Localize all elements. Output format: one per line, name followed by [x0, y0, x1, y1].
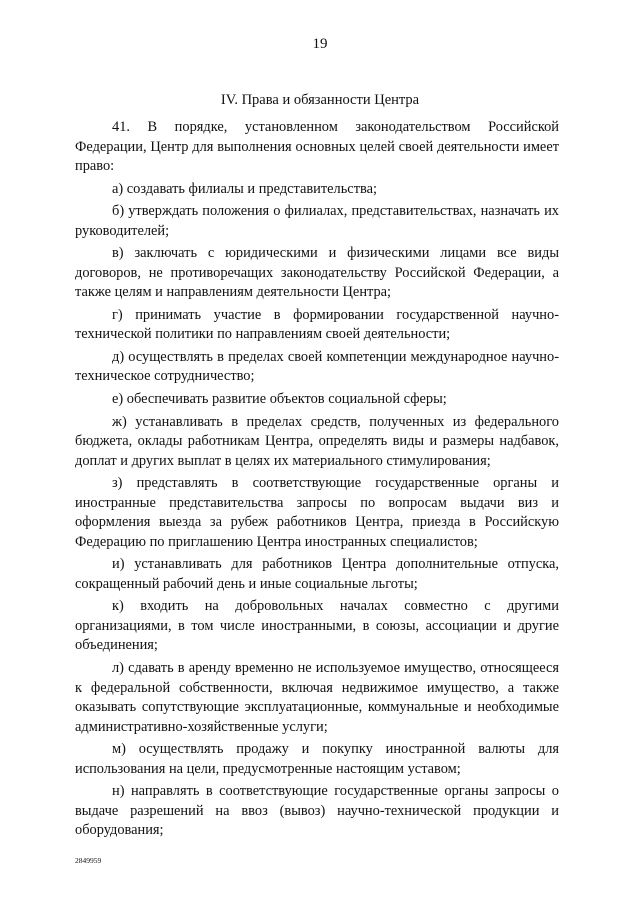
- paragraph-item-e: е) обеспечивать развитие объектов социальной сферы;: [112, 391, 447, 408]
- paragraph-item-a: а) создавать филиалы и представительства;: [112, 180, 377, 197]
- paragraph-item-g: г) принимать участие в формировании государственной научно-технической политики по направлениям своей деятельности;: [75, 306, 559, 343]
- paragraph-item-l: л) сдавать в аренду временно не используемое имущество, относящееся к федеральной собственности, включая недвижимое имущество, а также оказывать сопутствующие эксплуатационные, коммунальные и необходимые административно-хозяйственные услуги;: [75, 660, 559, 735]
- paragraph-item-i: и) устанавливать для работников Центра дополнительные отпуска, сокращенный рабочий день и иные социальные льготы;: [75, 556, 559, 592]
- paragraph-item-v: в) заключать с юридическими и физическими лицами все виды договоров, не противоречащих законодательству Российской Федерации, а также целям и направлениям деятельности Центра;: [75, 245, 559, 301]
- paragraph-item-n: н) направлять в соответствующие государственные органы запросы о выдаче разрешений на ввоз (вывоз) научно-технической продукции и оборудования;: [75, 783, 559, 839]
- footer-document-code: 2849959: [75, 856, 102, 865]
- paragraph-41-intro: 41. В порядке, установленном законодательством Российской Федерации, Центр для выполнения основных целей своей деятельности имеет право:: [75, 119, 559, 174]
- paragraph-item-b: б) утверждать положения о филиалах, представительствах, назначать их руководителей;: [75, 203, 559, 239]
- paragraph-item-zh: ж) устанавливать в пределах средств, полученных из федерального бюджета, оклады работникам Центра, определять виды и размеры надбавок, доплат и других выплат в целях их материального стимулирования;: [75, 413, 559, 469]
- section-title: IV. Права и обязанности Центра: [220, 92, 420, 108]
- page-number: 19: [312, 36, 328, 52]
- paragraph-item-d: д) осуществлять в пределах своей компетенции международное научно-техническое сотрудничество;: [75, 348, 559, 385]
- document-body: [75, 118, 559, 844]
- paragraph-item-m: м) осуществлять продажу и покупку иностранной валюты для использования на цели, предусмотренные настоящим уставом;: [75, 741, 559, 777]
- paragraph-item-z: з) представлять в соответствующие государственные органы и иностранные представительства запросы по вопросам выдачи виз и оформления выезда за рубеж работников Центра, приезда в Российскую Федерацию по приглашению Центра иностранных специалистов;: [75, 475, 559, 550]
- paragraph-item-k: к) входить на добровольных началах совместно с другими организациями, в том числе иностранными, в союзы, ассоциации и другие объединения;: [75, 598, 559, 654]
